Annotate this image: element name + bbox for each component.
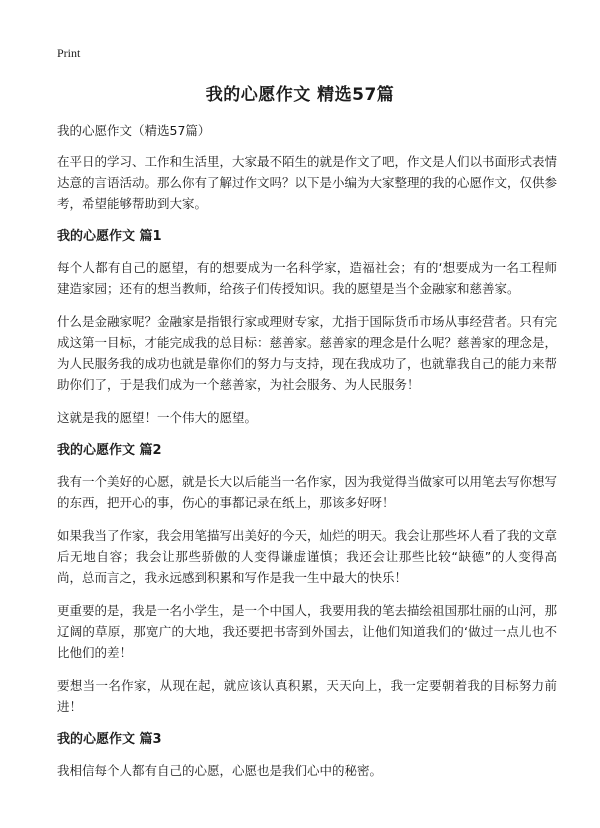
section-heading-1: 我的心愿作文 篇1 xyxy=(57,229,162,244)
section-1-paragraph: 每个人都有自己的愿望，有的想要成为一名科学家，造福社会；有的‘想要成为一名工程师建造家园；还有的想当教师，给孩子们传授知识。我的愿望是当个金融家和慈善家。 xyxy=(57,260,557,296)
section-2-paragraph: 我有一个美好的心愿，就是长大以后能当一名作家，因为我觉得当做家可以用笔去写你想写的东西，把开心的事，伤心的事都记录在纸上，那该多好呀！ xyxy=(57,474,558,510)
document-body xyxy=(57,120,557,793)
print-label: Print xyxy=(57,46,81,60)
document-subtitle: 我的心愿作文（精选57篇） xyxy=(57,123,211,138)
section-1-paragraph: 什么是金融家呢？金融家是指银行家或理财专家，尤指于国际货币市场从事经营者。只有完成这第一目标，才能完成我的总目标：慈善家。慈善家的理念是什么呢？慈善家的理念是，为人民服务我的成功也就是靠你们的努力与支持，现在我成功了，也就靠我自己的能力来帮助你们了，于是我们成为一个慈善家，为社会服务、为人民服务！ xyxy=(57,314,558,392)
page-title: 我的心愿作文 精选57篇 xyxy=(205,85,395,105)
section-2-paragraph: 如果我当了作家，我会用笔描写出美好的今天，灿烂的明天。我会让那些坏人看了我的文章后无地自容；我会让那些骄傲的人变得谦虚谨慎；我还会让那些比较“缺德”的人变得高尚，总而言之，我永远感到积累和写作是我一生中最大的快乐！ xyxy=(57,528,558,585)
section-2-paragraph: 更重要的是，我是一名小学生，是一个中国人，我要用我的笔去描绘祖国那壮丽的山河，那辽阔的草原，那宽广的大地，我还要把书寄到外国去，让他们知道我们的‘做过一点儿也不比他们的差！ xyxy=(57,603,558,660)
section-3-paragraph: 我相信每个人都有自己的心愿，心愿也是我们心中的秘密。 xyxy=(57,763,383,778)
section-1-paragraph: 这就是我的愿望！一个伟大的愿望。 xyxy=(57,410,258,425)
section-2-paragraph: 要想当一名作家，从现在起，就应该认真积累，天天向上，我一定要朝着我的目标努力前进！ xyxy=(57,678,557,714)
intro-paragraph: 在平日的学习、工作和生活里，大家最不陌生的就是作文了吧，作文是人们以书面形式表情达意的言语活动。那么你有了解过作文吗？以下是小编为大家整理的我的心愿作文，仅供参考，希望能够帮助到大家。 xyxy=(57,154,558,211)
section-heading-3: 我的心愿作文 篇3 xyxy=(57,732,162,747)
section-heading-2: 我的心愿作文 篇2 xyxy=(57,443,162,458)
